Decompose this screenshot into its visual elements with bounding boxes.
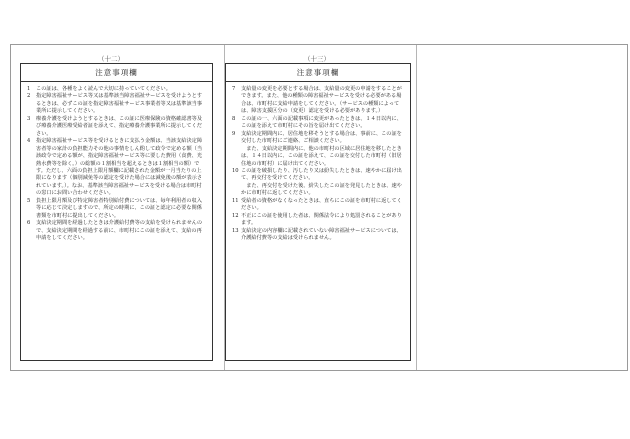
item-number: 7 [232,86,236,92]
list-item [232,168,404,183]
list-item [27,220,206,242]
item-number: 8 [232,115,236,122]
list-item [232,116,404,131]
item-number: 11 [232,197,239,204]
item-number: 4 [27,138,31,145]
item-number: 2 [27,93,31,100]
item-number: 13 [232,227,239,234]
item-text: 支給決定期間内に、居住地を移そうとする場合は、事前に、この証を交付した市町村にご連絡、ご相談ください。 [241,130,402,145]
item-number: 1 [27,86,31,92]
item-text: また、再交付を受けた後、紛失したこの証を発見したときは、速やかに市町村に返してください。 [241,182,402,197]
item-text: この証の一、六面の記載事項に変更があったときは、１４日以内に、この証を添えて市町村にその旨を届け出てください。 [241,115,402,130]
list-item [27,198,206,220]
panel-heading: 注意事項欄 [226,64,410,82]
item-text: この証を破損したり、汚したり又は紛失したときは、速やかに届け出て、再交付を受けてください。 [241,167,402,182]
notice-panel-right [225,63,411,361]
item-text: 指定障害福祉サービス等を受けるときに支払う金額は、当該支給決定障害者等の家計の負担能力その他の事情をしん酌して政令で定める額（当該政令で定める額が、指定障害福祉サービス等に要した費用（食費、光熱水費等を除く。）の総額の１割相当を超えるときは１割相当の額）です。ただし、六面の負担上限月額欄に記載された金額が一月当たりの上限になります（個別減免等の認定を受けた場合には減免後の額が表示されています。）。なお、基準該当障害福祉サービスを受ける場合は市町村の窓口にお問い合わせください。 [36,138,203,197]
item-text: 受給者の資格がなくなったときは、直ちにこの証を市町村に返してください。 [241,197,402,212]
item-text: この証は、各種をよく読んで大切に持っていてください。 [36,86,171,92]
list-item [232,146,404,168]
notice-list [21,82,212,243]
item-number: 12 [232,212,239,219]
item-text: 指定障害福祉サービス等又は基準該当障害福祉サービスを受けようとするときは、必ずこの証を指定障害福祉サービス事業者等又は基準該当事業所に提示してください。 [36,93,203,115]
item-text: 不正にこの証を使用した者は、関係法令により処罰されることがあります。 [241,212,402,227]
document-sheet [10,44,628,371]
item-number: 3 [27,115,31,122]
item-text: 療養介護を受けようとするときは、この証に医療保険の資格確認書等及び療養介護医療受給者証を添えて、指定療養介護事業所に提示してください。 [36,115,203,137]
notice-list [226,82,410,243]
page-number: （十三） [304,55,330,63]
list-item [27,138,206,198]
item-text: 支給決定期間を経過したときは介護給付費等の支給を受けられませんので、支給決定期間を経過する前に、市町村にこの証を添えて、支給の再申請をしてください。 [36,220,203,242]
item-number: 6 [27,220,31,227]
list-item [27,93,206,115]
item-text: 支給決定の内容欄に記載されていない障害福祉サービスについては、介護給付費等の支給は受けられません。 [241,227,402,242]
panel-heading: 注意事項欄 [21,64,212,82]
list-item [232,183,404,198]
item-number [232,146,241,168]
item-text: 負担上限月額及び特定障害者特別給付費については、毎年利用者の収入等に応じて決定しますので、所定の時期に、この証と認定に必要な関係書類を市町村に提出してください。 [36,197,202,219]
list-item [232,131,404,146]
column-divider [416,45,417,370]
list-item [232,228,404,243]
item-text: また、支給決定期間内に、他の市町村の区域に居住地を移したときは、１４日以内に、この証を添えて、この証を交付した市町村（旧居住地の市町村）に届け出てください。 [241,145,402,167]
list-item [27,116,206,138]
item-number: 10 [232,167,239,174]
page-number: （十二） [98,55,124,63]
list-item [232,86,404,116]
list-item [232,213,404,228]
item-number: 9 [232,130,236,137]
notice-panel-left [20,63,213,361]
item-number: 5 [27,197,31,204]
list-item [232,198,404,213]
item-number [232,183,241,198]
item-text: 支給量の変更を必要とする場合は、支給量の変更の申請をすることができます。また、他の種類の障害福祉サービスを受ける必要がある場合は、市町村に支給申請をしてください。（サービスの種類によっては、障害支援区分の（変更）認定を受ける必要があります。） [241,86,402,115]
